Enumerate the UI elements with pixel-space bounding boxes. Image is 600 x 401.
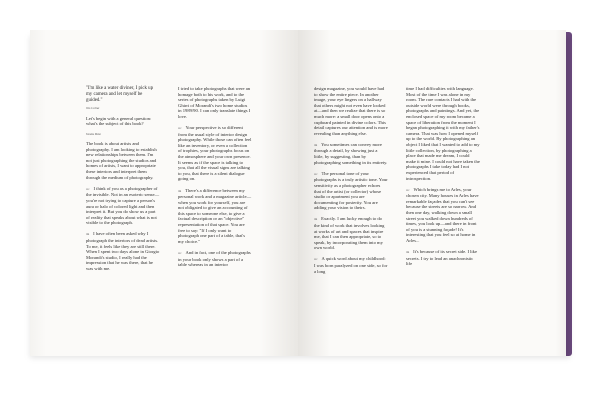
- speaker-marker: wc: [178, 250, 182, 255]
- paragraph: [178, 125, 252, 182]
- paragraph: [314, 216, 388, 251]
- paragraph-text: Exactly. I am lucky enough to do the kind of work that involves looking at works of art and spaces that inspire me, that I can then appropriate, so to speak, by incorporating them into my own world.: [314, 216, 385, 251]
- paragraph-text: Your perspective is so different from the usual style of interior design photography. While those can often feel like an inventory, or even a collection of trophies, your photographs focus on the atmosphere and your own presence. It seems as if the space is talking to you, that all the visual signs are talking to you, that there is a silent dialogue going on.: [178, 125, 252, 182]
- pull-quote: "I'm like a water diviner, I pick up my camera and let myself be guided.": [86, 86, 154, 103]
- paragraph: Let's begin with a general question: what's the subject of this book?: [86, 115, 152, 127]
- paragraph: [314, 142, 388, 165]
- speaker-marker: tm: [314, 217, 318, 222]
- paragraph: [406, 249, 480, 267]
- speaker-marker: wc: [314, 257, 318, 262]
- right-page-column-1: [314, 86, 388, 280]
- paragraph: [314, 256, 388, 274]
- paragraph-text: It's because of its secret side. I like secrets. I try to lead an anachronistic life: [406, 249, 478, 267]
- left-page-column-1: [86, 86, 160, 277]
- paragraph-text: And in fact, one of the photographs in your book only shows a part of a table whereas in an interior: [178, 249, 251, 268]
- paragraph: [406, 187, 480, 244]
- paragraph: [86, 231, 160, 271]
- paragraph: [314, 171, 388, 211]
- speaker-marker: wc: [406, 187, 410, 192]
- speaker-marker: wc: [314, 171, 318, 176]
- paragraph: [86, 186, 160, 226]
- speaker-marker: tm: [178, 188, 182, 193]
- paragraph: The book is about artists and photography. I am looking to establish new relationships between them. I'm not just photographing the studios and homes of artists, I want to appropriate these interiors and interpret them through the medium of photography.: [86, 141, 157, 180]
- paragraph-text: I think of you as a photographer of the invisible. Not in an esoteric sense—you're not trying to capture a person's aura or halo of colored light and then interpret it. But you do show us a part of reality that speaks about what is not visible to the photograph.: [86, 185, 160, 226]
- left-page-column-2: [178, 86, 252, 273]
- speaker-marker: wc: [178, 126, 182, 131]
- paragraph: design magazine, you would have had to show the entire piece. In another image, your eye lingers on a hallway that others might not even have looked at—and then we realize that there is so much more: a small door opens onto a cupboard painted in divine colors. This detail captures our attention and is more revealing than anything else.: [314, 86, 388, 136]
- speaker-marker: tm: [86, 232, 90, 237]
- paragraph-text: There's a difference between my personal work and a magazine article—when you work for yourself, you are not obligated to give an accounting of this space to someone else, to give a factual description or an "objective" representation of that space. You are free to say: "If I only want to photograph one part of a table, that's my choice.": [178, 187, 252, 244]
- paragraph: I tried to take photographs that were an homage both to his work, and to the series of photographs taken by Luigi Ghirri of Morandi's two home studios in 1989/90. I can only translate things I love.: [178, 86, 251, 119]
- paragraph-text: A quick word about my childhood: I was born paralyzed on one side, so for a long: [314, 256, 388, 274]
- speaker-label: Tenente Malet: [86, 132, 101, 136]
- speaker-marker: wc: [86, 186, 90, 191]
- speaker-label: Wes Coviner: [86, 107, 100, 111]
- paragraph: [178, 188, 252, 245]
- paragraph: [178, 250, 252, 268]
- right-page-column-2: [406, 86, 480, 272]
- left-page: [30, 30, 298, 356]
- paragraph: time I had difficulties with language. Most of the time I was alone in my room. The rare contacts I had with the outside world were through books, photographs and paintings. And yet, the enclosed space of my room became a space of liberation from the moment I began photographing it with my father's camera. That was how I opened myself up to the world. By photographing an object I liked that I wanted to add to my little collection, by photographing a place that made me dream, I could make it mine. I could not have taken the photographs I take today had I not experienced that period of introspection.: [406, 86, 480, 181]
- paragraph-text: You sometimes can convey more through a detail, by showing just a little, by suggesting, than by photographing something in its entirety.: [314, 141, 388, 165]
- speaker-marker: tm: [314, 142, 318, 147]
- paragraph-text: I have often been asked why I photograph the interiors of dead artists. To me, it feels like they are still there. When I spent two days alone in Giorgio Morandi's studio, I really had the impression that he was there, that he was with me.: [86, 231, 160, 271]
- paragraph-text: The personal tone of your photographs is a truly artistic tone. Your sensitivity as a photographer echoes that of the artist (or collector) whose studio or apartment you are documenting for posterity. You are adding your vision to theirs.: [314, 170, 388, 211]
- paragraph-text: Which brings me to Arles, your chosen city. Many houses in Arles have remarkable façades that you can't see because the streets are so narrow. And then one day, walking down a small street you walked down hundreds of times, you look up—and there in front of you is a stunning façade! It's interesting that you feel so at home in Arles...: [406, 186, 479, 243]
- right-page: [298, 30, 566, 356]
- speaker-marker: tm: [406, 250, 410, 255]
